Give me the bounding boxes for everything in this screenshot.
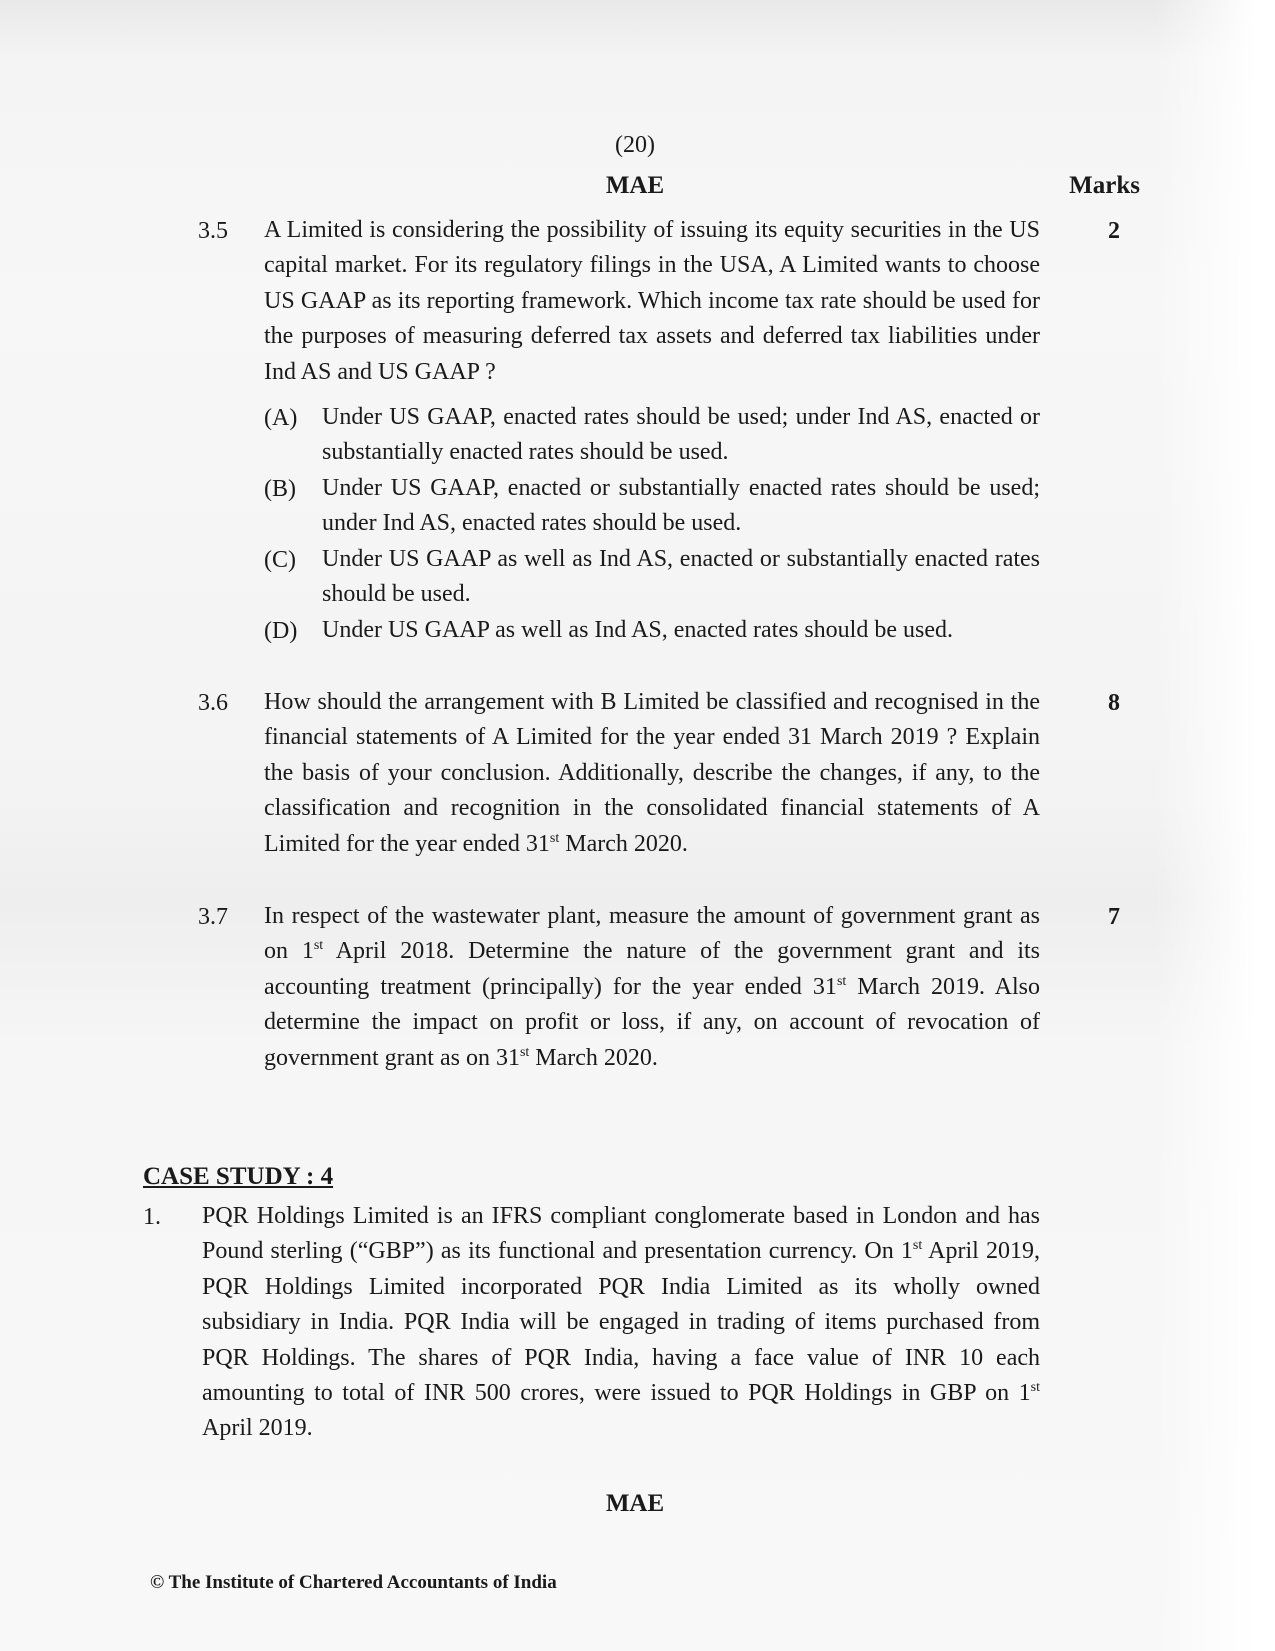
paper-code-header: MAE [605, 172, 665, 199]
question-number-3-7: 3.7 [198, 904, 228, 930]
option-b-label: (B) [264, 476, 296, 502]
copyright-notice: © The Institute of Chartered Accountants of India [150, 1572, 557, 1593]
footer-paper-code: MAE [605, 1490, 665, 1517]
option-d-label: (D) [264, 618, 298, 644]
page-number: (20) [615, 132, 655, 158]
option-a-text: Under US GAAP, enacted rates should be used; under Ind AS, enacted or substantially enacted rates should be used. [322, 404, 1040, 466]
option-a-label: (A) [264, 405, 298, 431]
scan-edge-shade [1155, 0, 1275, 1651]
question-3-5-text: A Limited is considering the possibility of issuing its equity securities in the US capital market. For its regulatory filings in the USA, A Limited wants to choose US GAAP as its reporting framework. Which income tax rate should be used for the purposes of measuring deferred tax assets and deferred tax liabilities under Ind AS and US GAAP ? [264, 217, 1040, 385]
question-3-5-marks: 2 [1108, 218, 1120, 244]
question-3-7-text: In respect of the wastewater plant, measure the amount of government grant as on 1st April 2018. Determine the nature of the government grant and its accounting treatment (principally) for the year ended 31st March 2019. Also determine the impact on profit or loss, if any, on account of revocation of government grant as on 31st March 2020. [264, 903, 1041, 1071]
case-study-item-number: 1. [143, 1204, 161, 1230]
option-c-text: Under US GAAP as well as Ind AS, enacted or substantially enacted rates should be used. [322, 546, 1040, 608]
case-study-title: CASE STUDY : 4 [143, 1163, 334, 1190]
question-3-7-marks: 7 [1108, 904, 1120, 930]
question-3-6-text: How should the arrangement with B Limited be classified and recognised in the financial statements of A Limited for the year ended 31 March 2019 ? Explain the basis of your conclusion. Additionally, describe the changes, if any, to the classification and recognition in the consolidated financial statements of A Limited for the year ended 31st March 2020. [264, 689, 1040, 857]
question-number-3-6: 3.6 [198, 690, 228, 716]
option-d-text: Under US GAAP as well as Ind AS, enacted rates should be used. [322, 617, 953, 643]
option-c-label: (C) [264, 547, 296, 573]
case-study-text: PQR Holdings Limited is an IFRS compliant conglomerate based in London and has Pound sterling (“GBP”) as its functional and presentation currency. On 1st April 2019, PQR Holdings Limited incorporated PQR India Limited as its wholly owned subsidiary in India. PQR India will be engaged in trading of items purchased from PQR Holdings. The shares of PQR India, having a face value of INR 10 each amounting to total of INR 500 crores, were issued to PQR Holdings in GBP on 1st April 2019. [202, 1203, 1040, 1442]
question-number-3-5: 3.5 [198, 218, 228, 244]
marks-column-header: Marks [1069, 172, 1140, 199]
question-3-6-marks: 8 [1108, 690, 1120, 716]
option-b-text: Under US GAAP, enacted or substantially enacted rates should be used; under Ind AS, enacted rates should be used. [322, 475, 1040, 537]
